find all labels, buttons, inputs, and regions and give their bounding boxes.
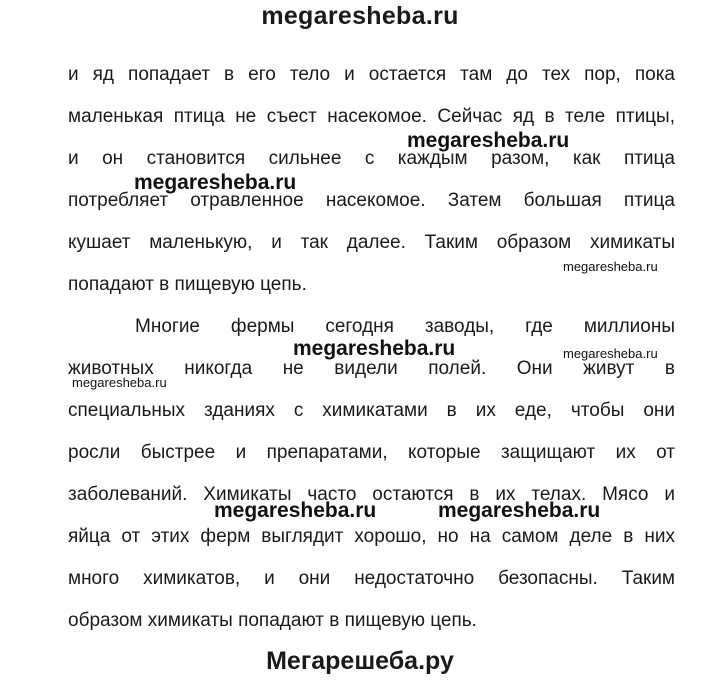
watermark: megaresheba.ru — [214, 499, 377, 522]
watermark: megaresheba.ru — [72, 375, 167, 390]
text-line: заболеваний. Химикаты часто остаются в их телах. Мясо и — [68, 484, 675, 505]
watermark: megaresheba.ru — [407, 129, 570, 152]
text-line: потребляет отравленное насекомое. Затем большая птица — [68, 190, 675, 211]
watermark: megaresheba.ru — [438, 499, 601, 522]
site-footer-title: Мегарешеба.ру — [266, 647, 454, 675]
text-line: и он становится сильнее с каждым разом, как птица — [68, 148, 675, 169]
text-line: яйца от этих ферм выглядит хорошо, но на самом деле в них — [68, 526, 675, 547]
text-line: маленькая птица не съест насекомое. Сейчас яд в теле птицы, — [68, 106, 675, 127]
text-line: кушает маленькую, и так далее. Таким образом химикаты — [68, 232, 675, 253]
text-line: образом химикаты попадают в пищевую цепь. — [68, 610, 477, 631]
text-line: специальных зданиях с химикатами в их еде, чтобы они — [68, 400, 675, 421]
watermark: megaresheba.ru — [563, 259, 658, 274]
watermark: megaresheba.ru — [293, 337, 456, 360]
watermark: megaresheba.ru — [134, 171, 297, 194]
text-line: Многие фермы сегодня заводы, где миллионы — [135, 316, 675, 337]
text-line: попадают в пищевую цепь. — [68, 274, 307, 295]
text-line: животных никогда не видели полей. Они живут в — [68, 358, 675, 379]
watermark: megaresheba.ru — [563, 346, 658, 361]
site-header-title: megaresheba.ru — [261, 2, 459, 30]
text-line: росли быстрее и препаратами, которые защищают их от — [68, 442, 675, 463]
text-line: много химикатов, и они недостаточно безопасны. Таким — [68, 568, 675, 589]
text-line: и яд попадает в его тело и остается там до тех пор, пока — [68, 64, 675, 85]
